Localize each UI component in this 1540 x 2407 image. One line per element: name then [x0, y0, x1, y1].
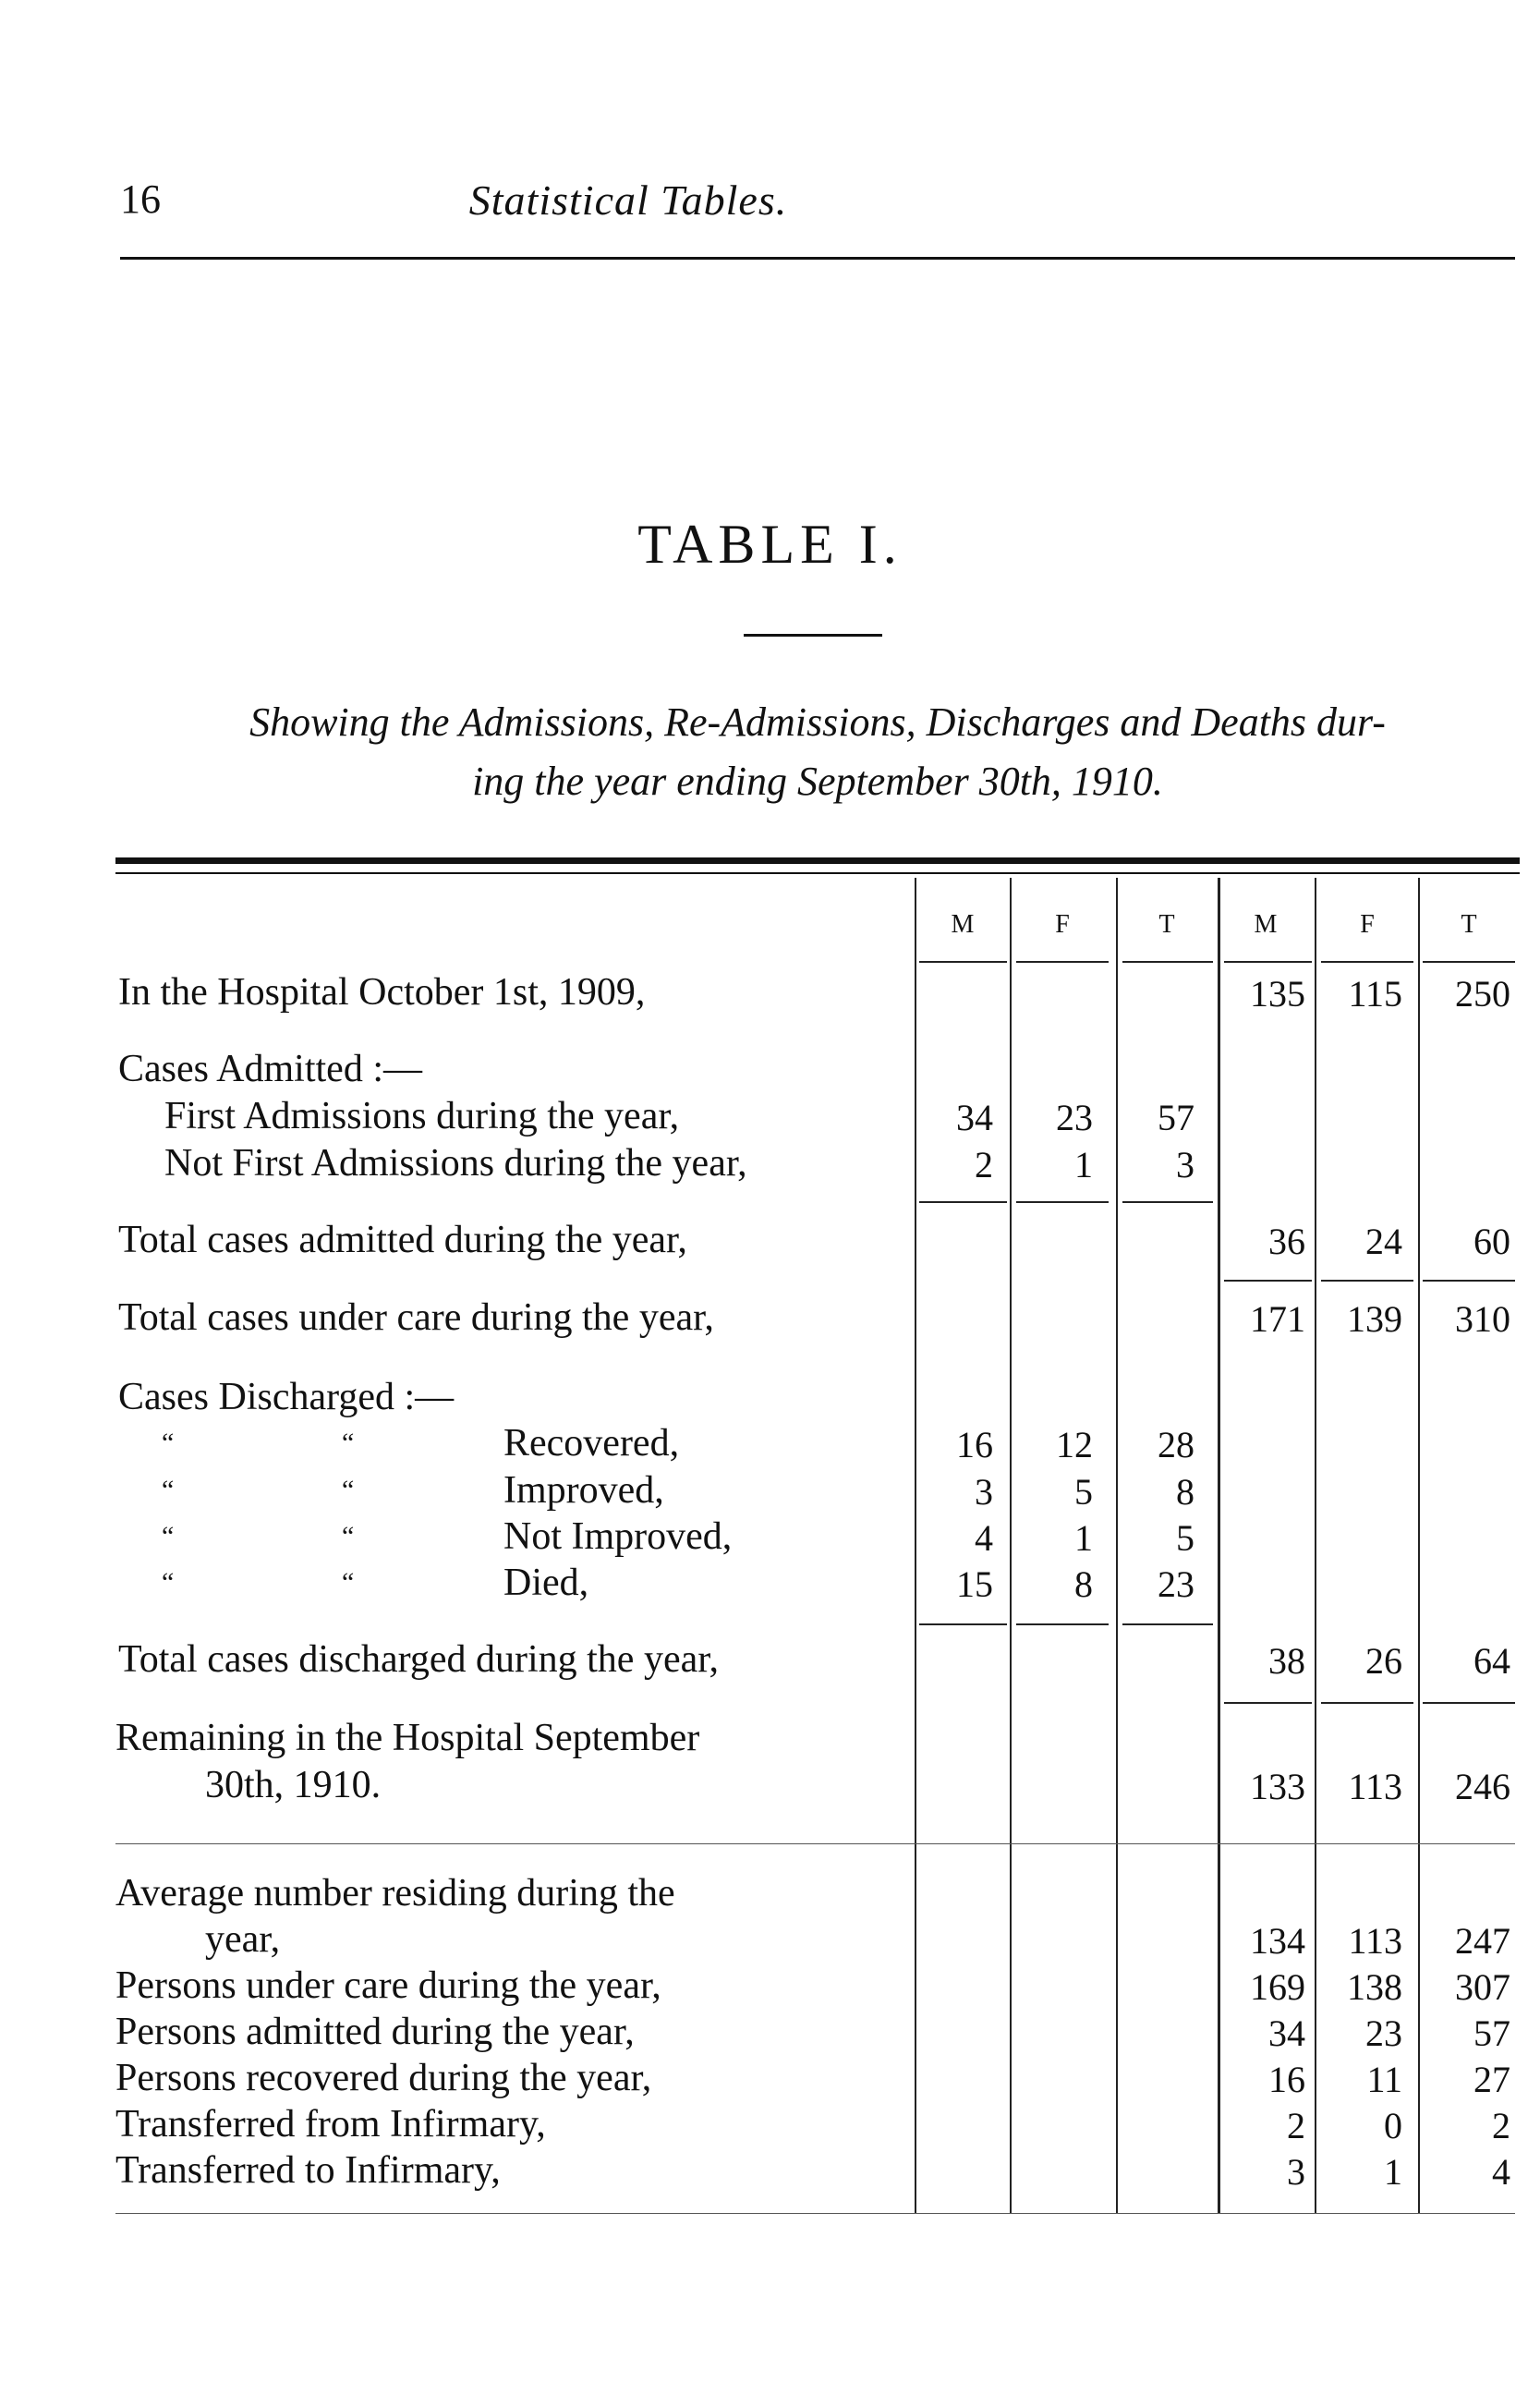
row-label-total-admitted: Total cases admitted during the year,	[118, 1219, 687, 1261]
page-number: 16	[120, 176, 161, 222]
cell-average-residing-t: 247	[1455, 1920, 1510, 1962]
table-title: TABLE I.	[637, 514, 903, 575]
subtotal-rule	[1016, 1623, 1109, 1625]
cell-not-first-admissions-m: 2	[975, 1144, 993, 1185]
row-label-transferred-from: Transferred from Infirmary,	[115, 2103, 546, 2146]
column-header-f-left: F	[1055, 910, 1070, 939]
row-label-total-discharged: Total cases discharged during the year,	[118, 1638, 720, 1681]
ditto-mark: “	[342, 1567, 355, 1598]
cell-not-first-admissions-f: 1	[1074, 1144, 1093, 1185]
subtotal-rule	[1224, 1280, 1312, 1282]
cell-transferred-from-m: 2	[1287, 2105, 1305, 2146]
table-caption	[115, 693, 1520, 811]
cell-remaining-m: 133	[1250, 1766, 1305, 1807]
cell-total-under-care-t: 310	[1455, 1298, 1510, 1340]
cell-persons-under-care-t: 307	[1455, 1966, 1510, 2008]
cell-first-admissions-t: 57	[1158, 1097, 1194, 1138]
cell-transferred-to-t: 4	[1492, 2151, 1510, 2193]
cell-in-hospital-f: 115	[1348, 973, 1402, 1015]
header-underline	[1122, 961, 1213, 963]
cell-persons-recovered-t: 27	[1473, 2059, 1510, 2100]
cell-improved-m: 3	[975, 1471, 993, 1513]
subtotal-rule	[1423, 1702, 1515, 1704]
row-label-persons-admitted: Persons admitted during the year,	[115, 2011, 635, 2053]
row-label-average-residing-line1: Average number residing during the	[115, 1872, 675, 1915]
row-label-not-first-admissions: Not First Admissions during the year,	[164, 1142, 747, 1185]
cell-persons-admitted-t: 57	[1473, 2012, 1510, 2054]
row-label-not-improved: Not Improved,	[503, 1515, 733, 1558]
running-title: Statistical Tables.	[468, 176, 788, 224]
section-divider	[115, 1843, 1515, 1844]
caption-line-2: ing the year ending September 30th, 1910.	[472, 759, 1163, 804]
subtotal-rule	[1122, 1201, 1213, 1203]
row-label-first-admissions: First Admissions during the year,	[164, 1095, 680, 1137]
cell-total-discharged-m: 38	[1268, 1640, 1305, 1682]
section-label-cases-admitted: Cases Admitted :—	[118, 1048, 422, 1090]
cell-first-admissions-m: 34	[956, 1097, 993, 1138]
header-underline	[1423, 961, 1515, 963]
caption-line-1: Showing the Admissions, Re-Admissions, Discharges and Deaths dur-	[249, 699, 1386, 745]
cell-improved-f: 5	[1074, 1471, 1093, 1513]
cell-total-admitted-m: 36	[1268, 1221, 1305, 1262]
ditto-mark: “	[162, 1475, 175, 1505]
cell-recovered-t: 28	[1158, 1424, 1194, 1465]
header-underline	[919, 961, 1007, 963]
cell-remaining-t: 246	[1455, 1766, 1510, 1807]
cell-improved-t: 8	[1176, 1471, 1194, 1513]
title-rule	[744, 634, 882, 637]
ditto-mark: “	[162, 1567, 175, 1598]
column-header-t-right: T	[1461, 910, 1477, 939]
cell-total-discharged-t: 64	[1473, 1640, 1510, 1682]
cell-total-admitted-f: 24	[1365, 1221, 1402, 1262]
subtotal-rule	[1122, 1623, 1213, 1625]
row-label-in-hospital: In the Hospital October 1st, 1909,	[118, 971, 646, 1014]
cell-first-admissions-f: 23	[1056, 1097, 1093, 1138]
row-label-average-residing-line2: year,	[205, 1918, 281, 1961]
column-header-f-right: F	[1360, 910, 1375, 939]
header-underline	[1321, 961, 1413, 963]
row-label-total-under-care: Total cases under care during the year,	[118, 1296, 714, 1339]
running-head	[120, 176, 1515, 231]
cell-recovered-m: 16	[956, 1424, 993, 1465]
ditto-mark: “	[342, 1521, 355, 1551]
cell-in-hospital-m: 135	[1250, 973, 1305, 1015]
ditto-mark: “	[342, 1475, 355, 1505]
row-label-transferred-to: Transferred to Infirmary,	[115, 2149, 501, 2192]
cell-not-first-admissions-t: 3	[1176, 1144, 1194, 1185]
cell-total-under-care-m: 171	[1250, 1298, 1305, 1340]
cell-transferred-to-m: 3	[1287, 2151, 1305, 2193]
cell-total-admitted-t: 60	[1473, 1221, 1510, 1262]
section-label-cases-discharged: Cases Discharged :—	[118, 1376, 455, 1418]
cell-transferred-from-f: 0	[1384, 2105, 1402, 2146]
column-divider	[1218, 878, 1220, 2213]
ditto-mark: “	[342, 1428, 355, 1458]
cell-persons-admitted-m: 34	[1268, 2012, 1305, 2054]
cell-persons-recovered-f: 11	[1366, 2059, 1402, 2100]
column-divider	[1418, 878, 1420, 2213]
subtotal-rule	[1423, 1280, 1515, 1282]
cell-total-discharged-f: 26	[1365, 1640, 1402, 1682]
cell-persons-recovered-m: 16	[1268, 2059, 1305, 2100]
subtotal-rule	[1016, 1201, 1109, 1203]
cell-transferred-from-t: 2	[1492, 2105, 1510, 2146]
subtotal-rule	[1321, 1702, 1413, 1704]
subtotal-rule	[919, 1201, 1007, 1203]
table-bottom-rule	[115, 2213, 1515, 2214]
cell-died-m: 15	[956, 1563, 993, 1605]
header-underline	[1016, 961, 1109, 963]
column-header-t-left: T	[1158, 910, 1175, 939]
column-divider	[1315, 878, 1316, 2213]
cell-not-improved-t: 5	[1176, 1517, 1194, 1559]
subtotal-rule	[1224, 1702, 1312, 1704]
column-header-m-left: M	[951, 910, 975, 939]
row-label-persons-recovered: Persons recovered during the year,	[115, 2057, 652, 2099]
ditto-mark: “	[162, 1428, 175, 1458]
subtotal-rule	[1321, 1280, 1413, 1282]
row-label-remaining-line2: 30th, 1910.	[205, 1764, 382, 1806]
header-rule	[120, 257, 1515, 260]
row-label-remaining-line1: Remaining in the Hospital September	[115, 1717, 700, 1759]
cell-persons-under-care-f: 138	[1347, 1966, 1402, 2008]
cell-remaining-f: 113	[1348, 1766, 1402, 1807]
cell-not-improved-m: 4	[975, 1517, 993, 1559]
row-label-improved: Improved,	[503, 1469, 664, 1512]
cell-not-improved-f: 1	[1074, 1517, 1093, 1559]
cell-died-f: 8	[1074, 1563, 1093, 1605]
cell-in-hospital-t: 250	[1455, 973, 1510, 1015]
table-top-rule-thin	[115, 872, 1520, 874]
cell-died-t: 23	[1158, 1563, 1194, 1605]
row-label-persons-under-care: Persons under care during the year,	[115, 1964, 661, 2007]
cell-total-under-care-f: 139	[1347, 1298, 1402, 1340]
header-underline	[1224, 961, 1312, 963]
cell-recovered-f: 12	[1056, 1424, 1093, 1465]
subtotal-rule	[919, 1623, 1007, 1625]
cell-persons-admitted-f: 23	[1365, 2012, 1402, 2054]
row-label-died: Died,	[503, 1562, 589, 1604]
cell-persons-under-care-m: 169	[1250, 1966, 1305, 2008]
column-header-m-right: M	[1254, 910, 1278, 939]
ditto-mark: “	[162, 1521, 175, 1551]
cell-transferred-to-f: 1	[1384, 2151, 1402, 2193]
cell-average-residing-m: 134	[1250, 1920, 1305, 1962]
table-top-rule	[115, 857, 1520, 864]
row-label-recovered: Recovered,	[503, 1422, 680, 1465]
cell-average-residing-f: 113	[1348, 1920, 1402, 1962]
